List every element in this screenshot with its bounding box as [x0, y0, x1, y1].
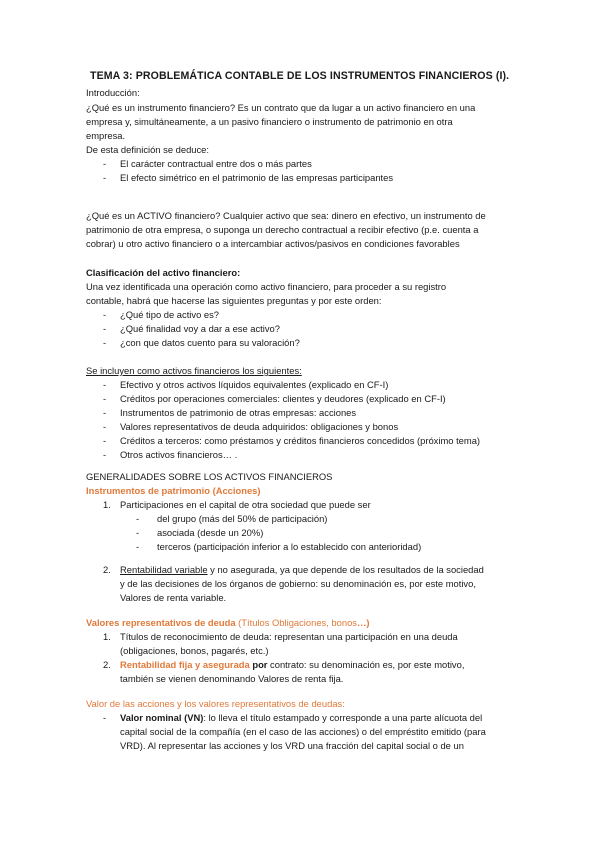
bullet-dash: -: [103, 337, 107, 348]
bullet-dash: -: [103, 172, 107, 183]
list-number: 2.: [103, 564, 111, 575]
clasificacion-line-2: contable, habrá que hacerse las siguientes preguntas y por este orden:: [86, 295, 382, 306]
titulos-line-2: (obligaciones, bonos, pagarés, etc.): [120, 645, 269, 656]
intro-heading: Introducción:: [86, 87, 140, 98]
sub-item: terceros (participación inferior a lo establecido con anterioridad): [157, 541, 422, 552]
list-item: El carácter contractual entre dos o más partes: [120, 158, 312, 169]
list-item: Créditos a terceros: como préstamos y créditos financieros concedidos (próximo tema): [120, 435, 481, 446]
intro-line-1: ¿Qué es un instrumento financiero? Es un contrato que da lugar a un activo financiero en una: [86, 102, 476, 113]
bullet-dash: -: [103, 379, 107, 390]
list-number: 1.: [103, 499, 111, 510]
bullet-dash: -: [103, 421, 107, 432]
page-title: TEMA 3: PROBLEMÁTICA CONTABLE DE LOS INSTRUMENTOS FINANCIEROS (I).: [90, 70, 510, 82]
bullet-dash: -: [103, 158, 107, 169]
question-item: ¿Qué finalidad voy a dar a ese activo?: [120, 323, 280, 334]
intro-line-3: empresa.: [86, 130, 126, 141]
sub-item: asociada (desde un 20%): [157, 527, 264, 538]
rentabilidad-fija-line-1: Rentabilidad fija y asegurada por contrato: su denominación es, por este motivo,: [120, 659, 465, 670]
list-item: Efectivo y otros activos líquidos equivalentes (explicado en CF-I): [120, 379, 389, 390]
titulos-line-1: Títulos de reconocimiento de deuda: representan una participación en una deuda: [120, 631, 458, 642]
list-number: 2.: [103, 659, 111, 670]
bullet-dash: -: [136, 541, 140, 552]
bullet-dash: -: [103, 407, 107, 418]
generalidades-heading: GENERALIDADES SOBRE LOS ACTIVOS FINANCIEROS: [86, 471, 333, 482]
question-item: ¿Qué tipo de activo es?: [120, 309, 220, 320]
incluyen-heading: Se incluyen como activos financieros los siguientes:: [86, 365, 302, 376]
rentabilidad-line-1: Rentabilidad variable y no asegurada, ya que depende de los resultados de la sociedad: [120, 564, 484, 575]
intro-line-2: empresa y, simultáneamente, a un pasivo financiero o instrumento de patrimonio en otra: [86, 116, 453, 127]
bullet-dash: -: [103, 323, 107, 334]
list-item: Otros activos financieros… .: [120, 449, 238, 460]
rentabilidad-fija-line-2: también se vienen denominando Valores de renta fija.: [120, 673, 344, 684]
valor-nominal-line-1: Valor nominal (VN): lo lleva el título estampado y corresponde a una parte alícuota del: [120, 712, 483, 723]
sub-item: del grupo (más del 50% de participación): [157, 513, 328, 524]
rentabilidad-variable-term: Rentabilidad variable: [120, 564, 208, 575]
list-item: Créditos por operaciones comerciales: clientes y deudores (explicado en CF-I): [120, 393, 446, 404]
clasificacion-line-1: Una vez identificada una operación como activo financiero, para proceder a su registro: [86, 281, 447, 292]
valor-nominal-line-3: VRD). Al representar las acciones y los VRD una fracción del capital social o de un: [120, 740, 464, 751]
bullet-dash: -: [136, 527, 140, 538]
activo-line-3: cobrar) u otro activo financiero o a intercambiar activos/pasivos en condiciones favorables: [86, 238, 460, 249]
clasificacion-heading: Clasificación del activo financiero:: [86, 267, 241, 278]
instrumentos-heading: Instrumentos de patrimonio (Acciones): [86, 485, 261, 496]
list-item: Instrumentos de patrimonio de otras empresas: acciones: [120, 407, 357, 418]
rentabilidad-fija-term: Rentabilidad fija y asegurada: [120, 659, 250, 670]
list-number: 1.: [103, 631, 111, 642]
rentabilidad-line-3: Valores de renta variable.: [120, 592, 227, 603]
bullet-dash: -: [136, 513, 140, 524]
activo-line-1: ¿Qué es un ACTIVO financiero? Cualquier activo que sea: dinero en efectivo, un instrumento de: [86, 210, 486, 221]
valores-heading: Valores representativos de deuda (Títulos Obligaciones, bonos…): [86, 617, 370, 628]
valor-heading: Valor de las acciones y los valores representativos de deudas:: [86, 698, 345, 709]
bullet-dash: -: [103, 309, 107, 320]
rentabilidad-line-2: y de las decisiones de los órganos de gobierno: su denominación es, por este motivo,: [120, 578, 476, 589]
list-item: El efecto simétrico en el patrimonio de las empresas participantes: [120, 172, 394, 183]
participaciones-line: Participaciones en el capital de otra sociedad que puede ser: [120, 499, 371, 510]
list-item: Valores representativos de deuda adquiridos: obligaciones y bonos: [120, 421, 399, 432]
bullet-dash: -: [103, 712, 107, 723]
bullet-dash: -: [103, 435, 107, 446]
valor-nominal-line-2: capital social de la compañía (en el caso de las acciones) o del empréstito emitido (para: [120, 726, 486, 737]
bullet-dash: -: [103, 449, 107, 460]
activo-line-2: patrimonio de otra empresa, o suponga un derecho contractual a recibir efectivo (p.e. cuenta a: [86, 224, 479, 235]
deduce-heading: De esta definición se deduce:: [86, 144, 209, 155]
bullet-dash: -: [103, 393, 107, 404]
question-item: ¿con que datos cuento para su valoración?: [120, 337, 300, 348]
